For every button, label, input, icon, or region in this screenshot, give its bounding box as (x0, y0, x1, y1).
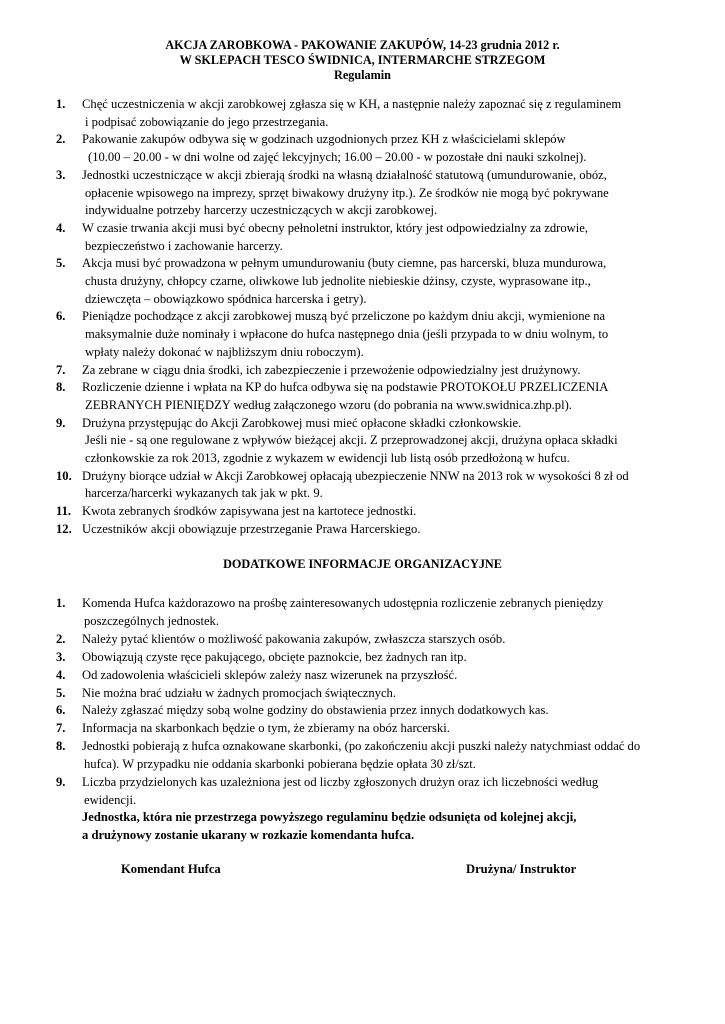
extra-text: poszczególnych jednostek. (84, 613, 219, 628)
document-title: AKCJA ZAROBKOWA - PAKOWANIE ZAKUPÓW, 14-23 grudnia 2012 r. (165, 38, 560, 52)
rule-item (56, 415, 696, 468)
extra-text: Komenda Hufca każdorazowo na prośbę zainteresowanych udostępnia rozliczenie zebranych pieniędzy (82, 596, 604, 610)
document-heading-regulamin: Regulamin (334, 68, 391, 82)
rule-text: Jeśli nie - są one regulowane z wpływów bieżącej akcji. Z przeprowadzonej akcji, drużyna opłaca składki (85, 433, 618, 448)
rule-number: 11. (56, 504, 72, 519)
rule-number: 9. (56, 415, 66, 430)
extra-item (56, 774, 696, 810)
extra-number: 9. (56, 775, 66, 790)
rule-text: (10.00 – 20.00 - w dni wolne od zajęć lekcyjnych; 16.00 – 20.00 - w pozostałe dni nauki szkolnej). (88, 150, 587, 165)
rule-item (56, 167, 696, 220)
rule-text: ZEBRANYCH PIENIĘDZY według załączonego wzoru (do pobrania na www.swidnica.zhp.pl). (85, 397, 572, 412)
extra-number: 2. (56, 631, 66, 646)
section-title-extra-info: DODATKOWE INFORMACJE ORGANIZACYJNE (223, 557, 502, 571)
rule-text: bezpieczeństwo i zachowanie harcerzy. (85, 238, 283, 253)
extra-number: 3. (56, 649, 66, 664)
rule-text: Rozliczenie dzienne i wpłata na KP do hufca odbywa się na podstawie PROTOKOŁU PRZELICZENIA (82, 380, 609, 395)
rule-text: Pakowanie zakupów odbywa się w godzinach uzgodnionych przez KH z właścicielami sklepów (82, 132, 566, 147)
rule-item (56, 468, 696, 503)
rule-item (56, 521, 696, 539)
rule-number: 4. (56, 220, 66, 235)
document-subtitle: W SKLEPACH TESCO ŚWIDNICA, INTERMARCHE STRZEGOM (179, 53, 546, 67)
rule-text: Drużyny biorące udział w Akcji Zarobkowej opłacają ubezpieczenie NNW na 2013 rok w wysokości 8 zł od (82, 468, 629, 483)
rule-item (56, 379, 696, 414)
extra-item (56, 738, 696, 774)
rule-number: 6. (56, 309, 66, 324)
rule-text: Akcja musi być prowadzona w pełnym umundurowaniu (buty ciemne, pas harcerski, bluza mundurowa, (82, 256, 607, 271)
extra-item (56, 720, 696, 738)
warning-line: Jednostka, która nie przestrzega powyższego regulaminu będzie odsunięta od kolejnej akcji, (82, 810, 577, 824)
rule-item (56, 362, 696, 380)
rule-text: członkowskie za rok 2013, zgodnie z wykazem w ewidencji lub listą osób przedłożoną w hufcu. (85, 451, 570, 466)
extra-item (56, 631, 696, 649)
rule-number: 10. (56, 468, 72, 483)
extra-text: hufca). W przypadku nie oddania skarbonki pobierana będzie opłata 30 zł/szt. (84, 757, 476, 772)
extra-text: ewidencji. (84, 792, 137, 807)
extra-text: Obowiązują czyste ręce pakującego, obcięte paznokcie, bez żadnych ran itp. (82, 649, 467, 664)
extra-info-list (56, 595, 696, 810)
rule-text: chusta drużyny, chłopcy czarne, oliwkowe lub jednolite niebieskie dżinsy, czyste, wyprasowane itp., (85, 274, 591, 289)
rule-text: maksymalnie duże nominały i wpłacone do hufca następnego dnia (jeśli przypada to w dniu wolnym, to (85, 327, 609, 342)
rule-item (56, 131, 696, 166)
rule-text: wpłaty należy dokonać w najbliższym dniu roboczym). (85, 344, 364, 359)
rule-item (56, 220, 696, 255)
rule-number: 1. (56, 97, 66, 111)
extra-item (56, 685, 696, 703)
rule-text: Chęć uczestniczenia w akcji zarobkowej zgłasza się w KH, a następnie należy zapoznać się z regulaminem (82, 97, 622, 111)
rule-item (56, 503, 696, 521)
rule-number: 5. (56, 256, 66, 271)
extra-text: Nie można brać udziału w żadnych promocjach świątecznych. (82, 685, 397, 700)
extra-item (56, 649, 696, 667)
extra-item (56, 702, 696, 720)
extra-item (56, 595, 696, 631)
extra-item (56, 667, 696, 685)
extra-number: 4. (56, 667, 66, 682)
rules-list (56, 96, 696, 539)
extra-text: Jednostki pobierają z hufca oznakowane skarbonki, (po zakończeniu akcji puszki należy natychmiast oddać do (82, 739, 641, 754)
rule-number: 3. (56, 167, 66, 182)
rule-item (56, 96, 696, 131)
rule-text: Pieniądze pochodzące z akcji zarobkowej muszą być przeliczone po każdym dniu akcji, wymienione na (82, 309, 606, 324)
rule-number: 12. (56, 521, 72, 536)
rule-text: Drużyna przystępując do Akcji Zarobkowej musi mieć opłacone składki członkowskie. (82, 415, 522, 430)
rule-item (56, 255, 696, 308)
rule-text: i podpisać zobowiązanie do jego przestrzegania. (85, 114, 329, 129)
extra-text: Od zadowolenia właścicieli sklepów zależy nasz wizerunek na przyszłość. (82, 667, 458, 682)
rule-text: opłacenie wpisowego na imprezy, sprzęt biwakowy drużyny itp.). Ze środków nie mogą być pokrywane (85, 185, 609, 200)
warning-note (82, 808, 576, 844)
rule-item (56, 308, 696, 361)
extra-number: 5. (56, 685, 66, 700)
warning-line: a drużynowy zostanie ukarany w rozkazie komendanta hufca. (82, 828, 415, 842)
rule-text: harcerza/harcerki wykazanych tak jak w pkt. 9. (85, 486, 323, 501)
rule-text: indywidualne potrzeby harcerzy uczestniczących w akcji zarobkowej. (85, 203, 438, 218)
rule-text: Za zebrane w ciągu dnia środki, ich zabezpieczenie i przewożenie odpowiedzialny jest drużynowy. (82, 362, 581, 377)
rule-number: 8. (56, 380, 66, 395)
extra-number: 7. (56, 721, 66, 736)
extra-text: Należy zgłaszać między sobą wolne godziny do obstawienia przez innych dodatkowych kas. (82, 703, 549, 718)
rule-text: W czasie trwania akcji musi być obecny pełnoletni instruktor, który jest odpowiedzialny za zdrowie, (82, 220, 589, 235)
extra-number: 6. (56, 703, 66, 718)
rule-text: Jednostki uczestniczące w akcji zbierają środki na własną działalność statutową (umundurowanie, obóz, (82, 167, 607, 182)
signature-druzyna: Drużyna/ Instruktor (466, 862, 577, 876)
signature-komendant: Komendant Hufca (121, 862, 221, 876)
extra-text: Liczba przydzielonych kas uzależniona jest od liczby zgłoszonych drużyn oraz ich liczebności według (82, 775, 599, 790)
rule-text: Kwota zebranych środków zapisywana jest na kartotece jednostki. (82, 504, 417, 519)
extra-number: 8. (56, 739, 66, 754)
extra-text: Należy pytać klientów o możliwość pakowania zakupów, zwłaszcza starszych osób. (82, 631, 506, 646)
rule-text: Uczestników akcji obowiązuje przestrzeganie Prawa Harcerskiego. (82, 521, 421, 536)
rule-text: dziewczęta – obowiązkowo spódnica harcerska i getry). (85, 291, 367, 306)
extra-number: 1. (56, 596, 66, 610)
extra-text: Informacja na skarbonkach będzie o tym, że zbieramy na obóz harcerski. (82, 721, 450, 736)
rule-number: 7. (56, 362, 66, 377)
rule-number: 2. (56, 132, 66, 147)
